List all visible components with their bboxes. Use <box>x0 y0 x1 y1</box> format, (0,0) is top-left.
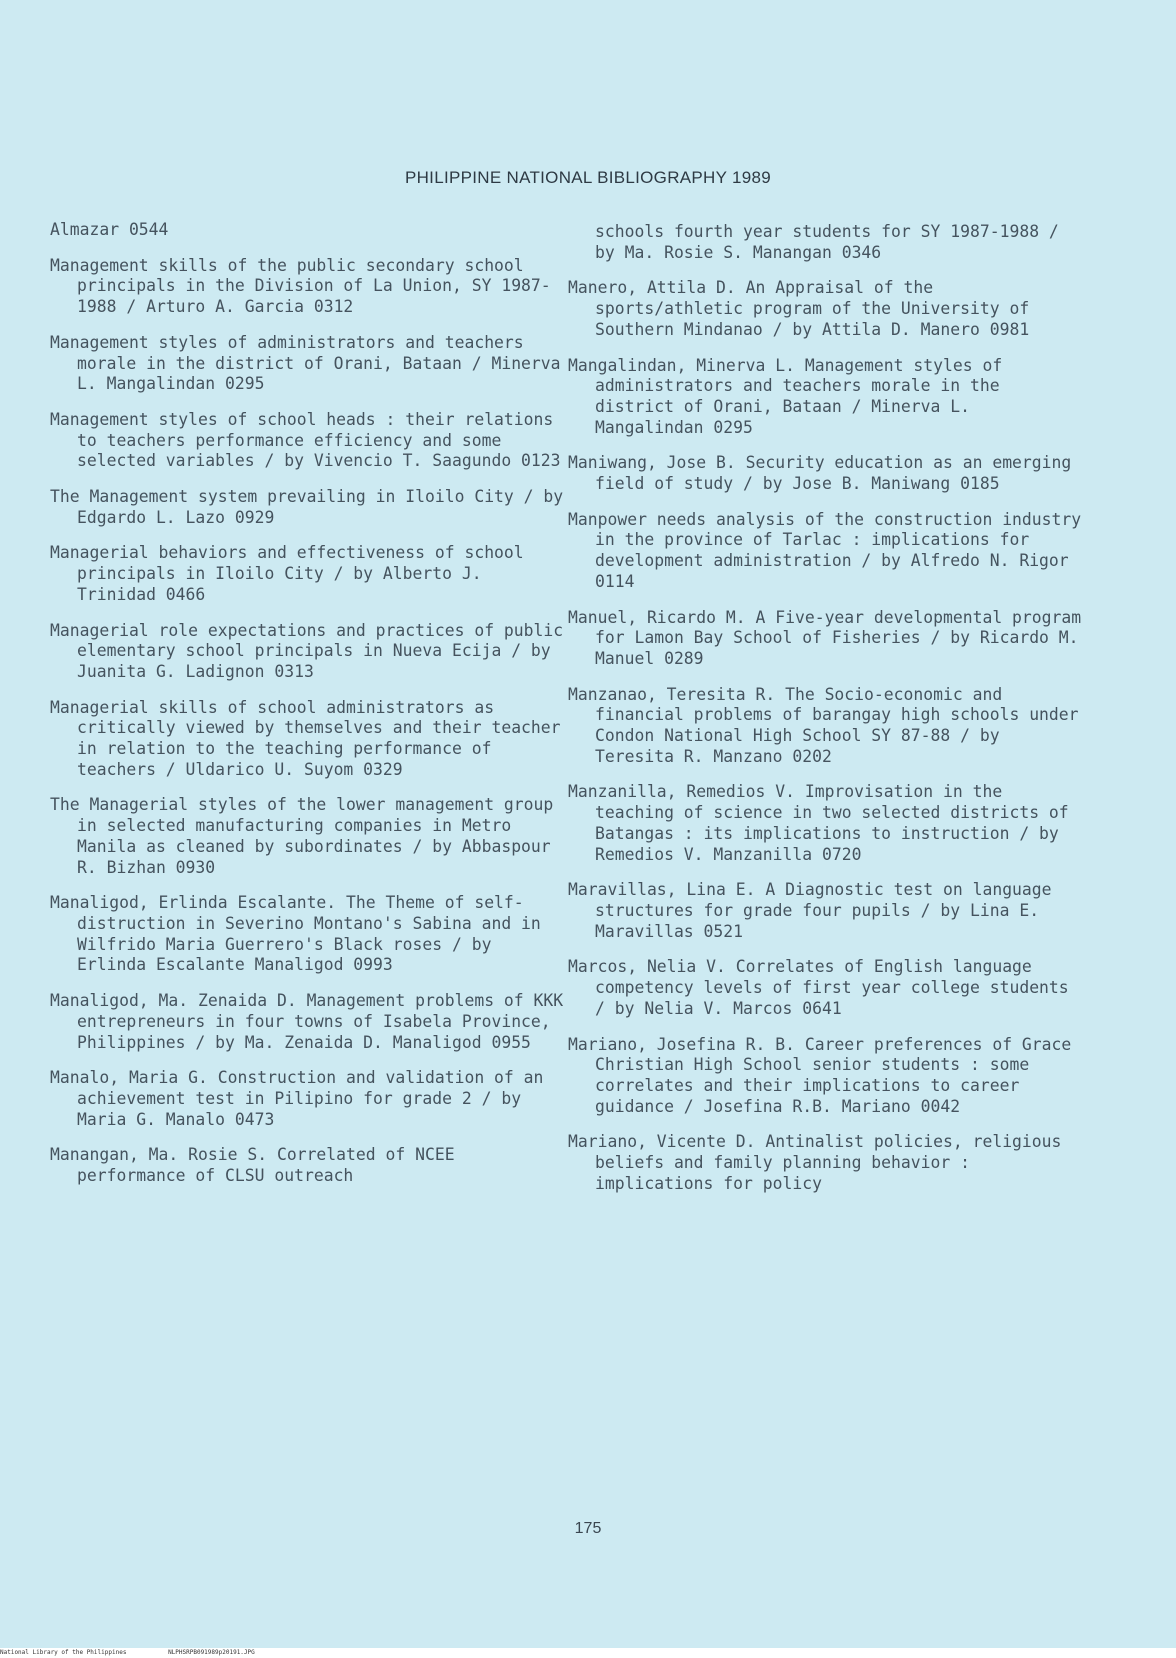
bibliography-entry: Maniwang, Jose B. Security education as an emerging field of study / by Jose B. Maniwang 0185 <box>568 453 1072 494</box>
bibliography-entry: Manaligod, Ma. Zenaida D. Management problems of KKK entrepreneurs in four towns of Isabela Province, Philippines / by Ma. Zenaida D. Manaligod 0955 <box>50 991 564 1052</box>
bibliography-entry: Manzanao, Teresita R. The Socio-economic and financial problems of barangay high schools under Condon National High School SY 87-88 / by Teresita R. Manzano 0202 <box>568 684 1079 766</box>
bibliography-entry: The Managerial styles of the lower management group in selected manufacturing companies in Metro Manila as cleaned by subordinates / by Abbaspour R. Bizhan 0930 <box>50 795 554 877</box>
bibliography-entry: The Management system prevailing in Iloilo City / by Edgardo L. Lazo 0929 <box>50 487 564 527</box>
footer-library: National Library of the Philippines <box>0 1649 127 1656</box>
bibliography-entry: Mangalindan, Minerva L. Management styles of administrators and teachers morale in the district of Orani, Bataan / Minerva L. Mangalindan 0295 <box>568 355 1003 437</box>
footer-file: NLPHSRPB091989p20191.JPG <box>168 1649 255 1656</box>
bibliography-entry: Management skills of the public secondary school principals in the Division of La Union, SY 1987-1988 / Arturo A. Garcia 0312 <box>50 255 551 317</box>
page-number: 175 <box>574 1520 602 1537</box>
bibliography-entry: Management styles of administrators and teachers morale in the district of Orani, Bataan / Minerva L. Mangalindan 0295 <box>50 332 561 394</box>
bibliography-entry: Marcos, Nelia V. Correlates of English language competency levels of first year college students / by Nelia V. Marcos 0641 <box>568 957 1069 1018</box>
scan-footer <box>0 1648 1176 1658</box>
bibliography-entry: Maravillas, Lina E. A Diagnostic test on language structures for grade four pupils / by Lina E. Maravillas 0521 <box>568 880 1052 941</box>
bibliography-entry: Manero, Attila D. An Appraisal of the sports/athletic program of the University of Southern Mindanao / by Attila D. Manero 0981 <box>568 278 1030 339</box>
bibliography-entry: Mariano, Vicente D. Antinalist policies, religious beliefs and family planning behavior : implications for policy <box>568 1132 1062 1193</box>
bibliography-entry: Manzanilla, Remedios V. Improvisation in the teaching of science in two selected districts of Batangas : its implications to instruction / by Remedios V. Manzanilla 0720 <box>568 782 1069 864</box>
bibliography-entry: Management styles of school heads : their relations to teachers performance efficiency and some selected variables / by Vivencio T. Saagundo 0123 <box>50 409 561 471</box>
heading-entry: Almazar 0544 <box>50 220 169 239</box>
left-column <box>50 220 570 1202</box>
bibliography-entry: Manpower needs analysis of the construction industry in the province of Tarlac : implications for development administration / by Alfredo N. Rigor 0114 <box>568 509 1082 591</box>
bibliography-entry: Managerial skills of school administrators as critically viewed by themselves and their teacher in relation to the teaching performance of teachers / Uldarico U. Suyom 0329 <box>50 697 561 779</box>
bibliography-entry: Manaligod, Erlinda Escalante. The Theme of self-distruction in Severino Montano's Sabina and in Wilfrido Maria Guerrero's Black roses / by Erlinda Escalante Manaligod 0993 <box>50 893 541 975</box>
bibliography-entry: Manuel, Ricardo M. A Five-year developmental program for Lamon Bay School of Fisheries / by Ricardo M. Manuel 0289 <box>568 607 1082 668</box>
bibliography-entry: Managerial role expectations and practices of public elementary school principals in Nueva Ecija / by Juanita G. Ladignon 0313 <box>50 620 564 681</box>
bibliography-entry: Manalo, Maria G. Construction and validation of an achievement test in Pilipino for grade 2 / by Maria G. Manalo 0473 <box>50 1068 544 1129</box>
bibliography-entry: Mariano, Josefina R. B. Career preferences of Grace Christian High School senior students : some correlates and their implications to career guidance / Josefina R.B. Mariano 0042 <box>568 1034 1072 1116</box>
continued-entry: schools fourth year students for SY 1987-1988 / by Ma. Rosie S. Manangan 0346 <box>595 222 1059 262</box>
bibliography-entry: Manangan, Ma. Rosie S. Correlated of NCEE performance of CLSU outreach <box>50 1145 455 1186</box>
right-column <box>568 222 1088 1209</box>
bibliography-entry: Managerial behaviors and effectiveness of school principals in Iloilo City / by Alberto J. Trinidad 0466 <box>50 543 524 604</box>
page-title: PHILIPPINE NATIONAL BIBLIOGRAPHY 1989 <box>404 168 772 187</box>
